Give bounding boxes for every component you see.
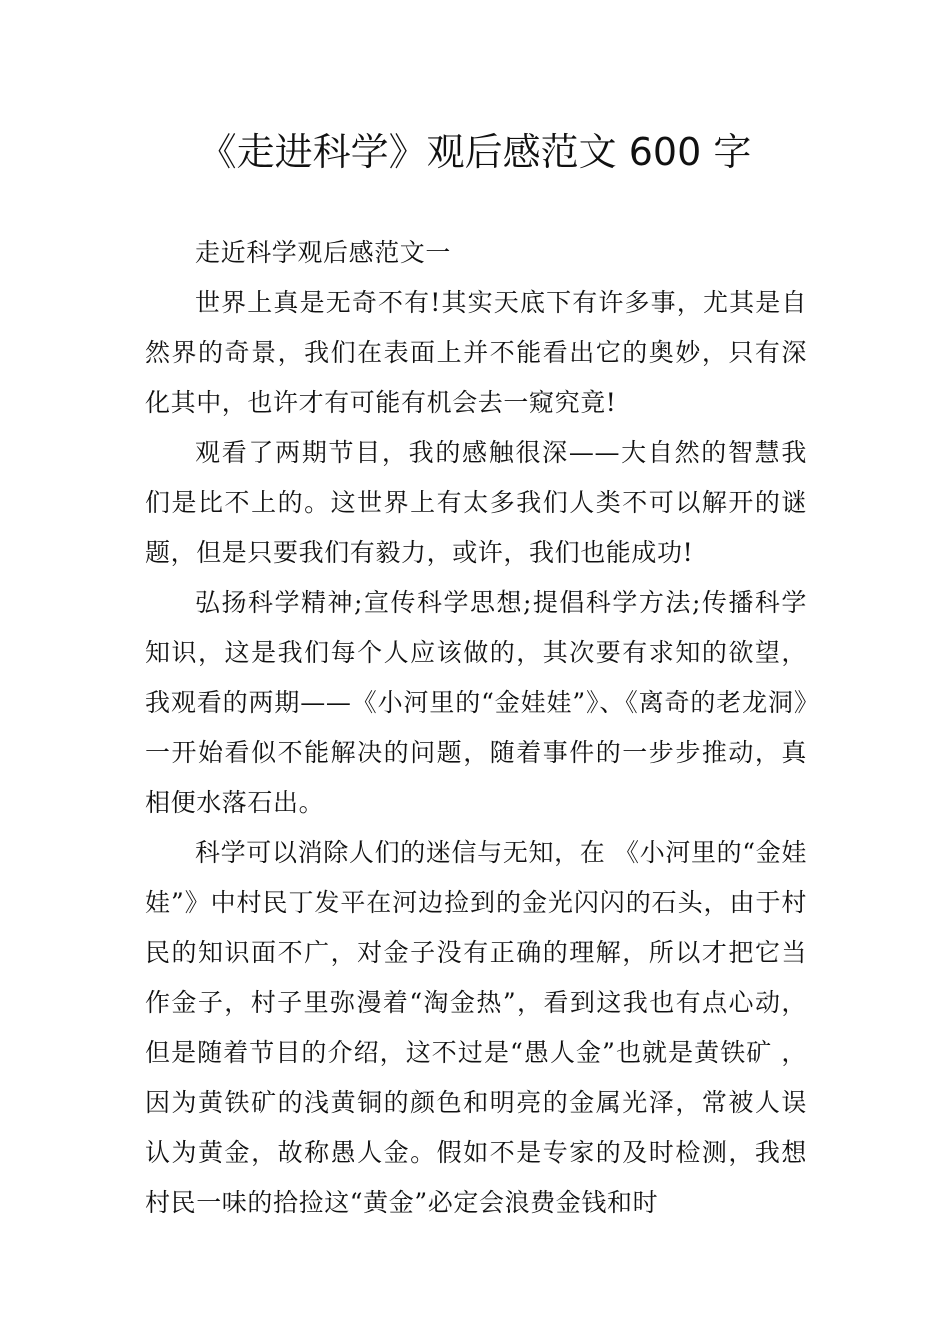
paragraph: 世界上真是无奇不有!其实天底下有许多事，尤其是自然界的奇景，我们在表面上并不能看出它的奥妙，只有深化其中，也许才有可能有机会去一窥究竟! [145,288,807,417]
document-title: 《走进科学》观后感范文 600 字 [198,130,752,174]
document-body [145,228,807,1228]
paragraph: 科学可以消除人们的迷信与无知，在 《小河里的“金娃娃”》中村民丁发平在河边捡到的金光闪闪的石头，由于村民的知识面不广，对金子没有正确的理解，所以才把它当作金子，村子里弥漫着“淘金热”，看到这我也有点心动，但是随着节目的介绍，这不过是“愚人金”也就是黄铁矿 ，因为黄铁矿的浅黄铜的颜色和明亮的金属光泽，常被人误认为黄金，故称愚人金。假如不是专家的及时检测，我想村民一味的拾捡这“黄金”必定会浪费金钱和时 [145,838,807,1217]
paragraph-subtitle: 走近科学观后感范文一 [195,238,452,267]
paragraph: 弘扬科学精神;宣传科学思想;提倡科学方法;传播科学知识，这是我们每个人应该做的，其次要有求知的欲望，我观看的两期——《小河里的“金娃娃”》、《离奇的老龙洞》一开始看似不能解决的问题，随着事件的一步步推动，真相便水落石出。 [145,588,807,817]
paragraph: 观看了两期节目，我的感触很深——大自然的智慧我们是比不上的。这世界上有太多我们人类不可以解开的谜题，但是只要我们有毅力，或许，我们也能成功! [145,438,807,567]
